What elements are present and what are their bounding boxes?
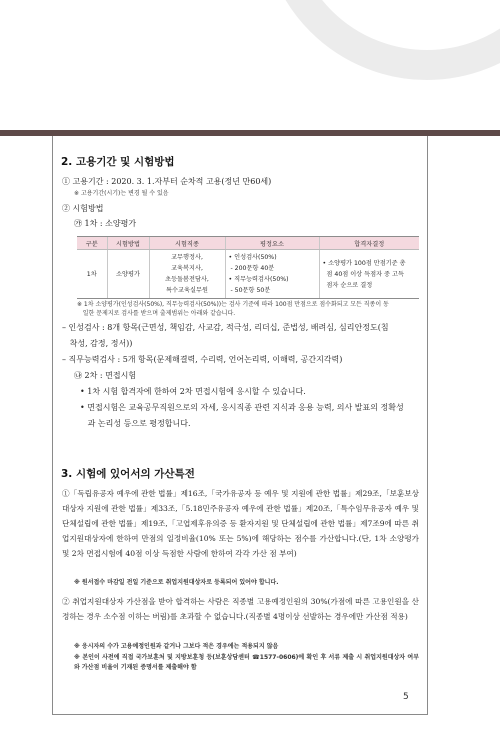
bonus-item-1-note: ※ 원서접수 마감일 전일 기준으로 취업지원대상자로 등록되어 있어야 합니다. (74, 579, 279, 586)
step-2-label: ㉯ 2차 : 면접시험 (74, 371, 137, 380)
interview-line-1: • 1차 시험 합격자에 한하여 2차 면접시험에 응시할 수 있습니다. (80, 387, 306, 396)
employment-period: ① 고용기간 : 2020. 3. 1.자부터 순차적 고용(정년 만60세) (62, 177, 272, 186)
factor-item: - 200문항 40분 (228, 265, 275, 272)
decision-line: 점 40점 이상 득점자 중 고득 (322, 270, 404, 278)
cell-decision (319, 250, 419, 299)
personality-test-line-2: 착성, 감정, 정서)) (62, 339, 133, 348)
table-note-line-1: ※ 1차 소양평가(인성검사(50%), 직무능력검사(50%))는 검사 기준에 따라 100점 만점으로 점수화되고 모든 직종이 동 (77, 301, 389, 308)
factor-item: - 50문항 50분 (228, 287, 271, 294)
section-2-title: 2. 고용기간 및 시험방법 (61, 156, 175, 168)
cell-method: 소양평가 (107, 250, 149, 299)
bonus-item-2-note-1: ※ 응시자의 수가 고용예정인원과 같거나 그보다 적은 경우에는 적용되지 않음 (74, 643, 279, 650)
decision-line: 점자 순으로 결정 (322, 281, 373, 289)
job-item: 교육복지사, (171, 265, 203, 272)
ability-test: – 직무능력검사 : 5개 항목(문제해결력, 수리력, 언어논리력, 이해력, 공간지각력) (62, 355, 343, 364)
table-note-line-2: 일한 문제지로 검사를 받으며 출제범위는 아래와 같습니다. (77, 310, 236, 317)
decorative-ring (262, 0, 500, 80)
employment-period-note: ※ 고용기간(시기)는 변경 될 수 있음 (74, 190, 169, 197)
bonus-item-2: ② 취업지원대상자 가산점을 받아 합격하는 사람은 직종별 고용예정인원의 30%(가점에 따른 고용인원을 산정하는 경우 소수점 이하는 버림)를 초과할 수 없습니다.(직종별 4명이상 선발하는 경우에만 가산점 적용) (62, 597, 419, 621)
col-header-jobs: 시험직종 (149, 237, 225, 250)
interview-line-3: 과 논리성 등으로 평정합니다. (80, 419, 191, 428)
job-item: 초등돌봄전담사, (165, 276, 209, 283)
bonus-item-1: ①「독립유공자 예우에 관한 법률」제16조,「국가유공자 등 예우 및 지원에 관한 법률」제29조,「보훈보상대상자 지원에 관한 법률」제33조,「5.18민주유공자 예우에 관한 법률」제20조,「특수임무유공자 예우 및 단체설립에 관한 법률」제19조,「고엽제후유의증 등 환자지원 및 단체설립에 관한 법률」제7조9에 따른 취업지원대상자에 한하여 만점의 일정비율(10% 또는 5%)에 해당하는 점수를 가산합니다.(단, 1차 소양평가 및 2차 면접시험에 40점 이상 득점한 사람에 한하여 각각 가산 점 부여) (62, 489, 419, 558)
table-row (77, 250, 419, 299)
factor-item: • 인성검사(50%) (228, 254, 277, 261)
decision-line: • 소양평가 100점 만점기준 총 (322, 259, 406, 267)
cell-stage: 1차 (77, 250, 107, 299)
step-1-label: ㉮ 1차 : 소양평가 (74, 219, 137, 228)
cell-jobs (149, 250, 225, 299)
job-item: 교무행정사, (171, 254, 203, 261)
exam-table (77, 236, 419, 299)
factor-item: • 직무능력검사(50%) (228, 276, 289, 283)
personality-test-line-1: – 인성검사 : 8개 항목(근면성, 책임감, 사교감, 적극성, 리더십, 준법성, 배려심, 심리안정도(침 (62, 323, 389, 332)
col-header-method: 시험방법 (107, 237, 149, 250)
bonus-item-2-note-2: ※ 본인이 사전에 직접 국가보훈처 및 지방보훈청 등(보훈상담센터 ☎1577-0606)에 확인 후 서류 제출 시 취업지원대상자 여부와 가산점 비율이 기재된 증명서를 제출해야 함 (74, 654, 419, 671)
job-item: 특수교육실무원 (166, 287, 208, 294)
cell-factors (225, 250, 319, 299)
col-header-factors: 평정요소 (225, 237, 319, 250)
exam-method: ② 시험방법 (62, 204, 104, 213)
col-header-division: 구분 (77, 237, 107, 250)
page-number: 5 (403, 692, 409, 702)
section-3-title: 3. 시험에 있어서의 가산특전 (61, 468, 195, 480)
col-header-decision: 합격자결정 (319, 237, 419, 250)
interview-line-2: • 면접시험은 교육공무직원으로의 자세, 응시직종 관련 지식과 응용 능력, 의사 발표의 정확성 (80, 403, 404, 412)
